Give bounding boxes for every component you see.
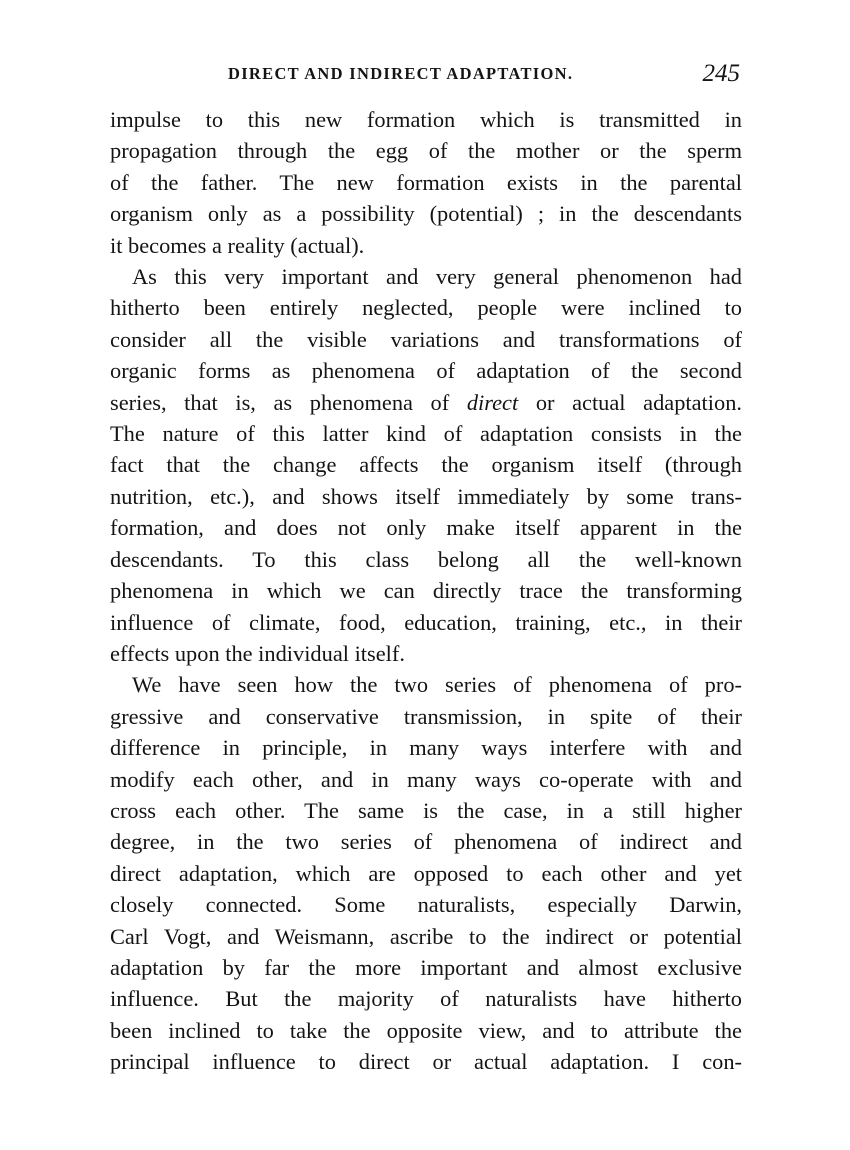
text-line: phenomena in which we can directly trace the transforming [110, 578, 742, 604]
text-line: impulse to this new formation which is transmitted in [110, 107, 742, 132]
text-line: organic forms as phenomena of adaptation of the second [110, 358, 742, 384]
italic-word: direct [466, 389, 519, 415]
text-line: propagation through the egg of the mother or the sperm [110, 138, 742, 164]
text-line: modify each other, and in many ways co-operate with and [110, 766, 742, 792]
text-line: gressive and conservative transmission, in spite of their [110, 703, 742, 729]
body-text [110, 104, 742, 1078]
text-line: Carl Vogt, and Weismann, ascribe to the indirect or potential [110, 923, 742, 949]
text-run: or actual adaptation. [518, 389, 742, 415]
text-line: organism only as a possibility (potential) ; in the descendants [110, 201, 742, 227]
text-line: it becomes a reality (actual). [110, 232, 365, 258]
text-run: series, that is, as phenomena of [110, 389, 467, 415]
text-line: fact that the change affects the organism itself (through [110, 452, 742, 478]
text-line: effects upon the individual itself. [110, 640, 405, 666]
text-line: The nature of this latter kind of adaptation consists in the [110, 421, 742, 447]
text-line: nutrition, etc.), and shows itself immediately by some trans- [110, 483, 742, 509]
text-line: been inclined to take the opposite view, and to attribute the [110, 1017, 742, 1043]
text-line: direct adaptation, which are opposed to each other and yet [110, 860, 742, 886]
page-number: 245 [702, 60, 740, 87]
text-line: influence of climate, food, education, training, etc., in their [110, 609, 742, 635]
text-line: adaptation by far the more important and almost exclusive [110, 954, 742, 980]
text-line: degree, in the two series of phenomena of indirect and [110, 829, 742, 855]
running-head [110, 60, 742, 88]
text-line [110, 387, 742, 418]
text-line: principal influence to direct or actual adaptation. I con- [110, 1049, 742, 1075]
text-line: of the father. The new formation exists in the parental [110, 169, 742, 195]
text-line: As this very important and very general phenomenon had [132, 264, 742, 290]
text-line: influence. But the majority of naturalists have hitherto [110, 986, 742, 1012]
text-line: difference in principle, in many ways interfere with and [110, 735, 742, 761]
text-line: descendants. To this class belong all the well-known [110, 546, 742, 572]
text-line: consider all the visible variations and transformations of [110, 326, 742, 352]
text-line: hitherto been entirely neglected, people were inclined to [110, 295, 742, 321]
text-line: closely connected. Some naturalists, especially Darwin, [110, 892, 742, 918]
text-line: cross each other. The same is the case, in a still higher [110, 797, 742, 823]
text-line: formation, and does not only make itself apparent in the [110, 515, 742, 541]
text-line: We have seen how the two series of phenomena of pro- [132, 672, 742, 698]
running-title: DIRECT AND INDIRECT ADAPTATION. [228, 64, 574, 83]
